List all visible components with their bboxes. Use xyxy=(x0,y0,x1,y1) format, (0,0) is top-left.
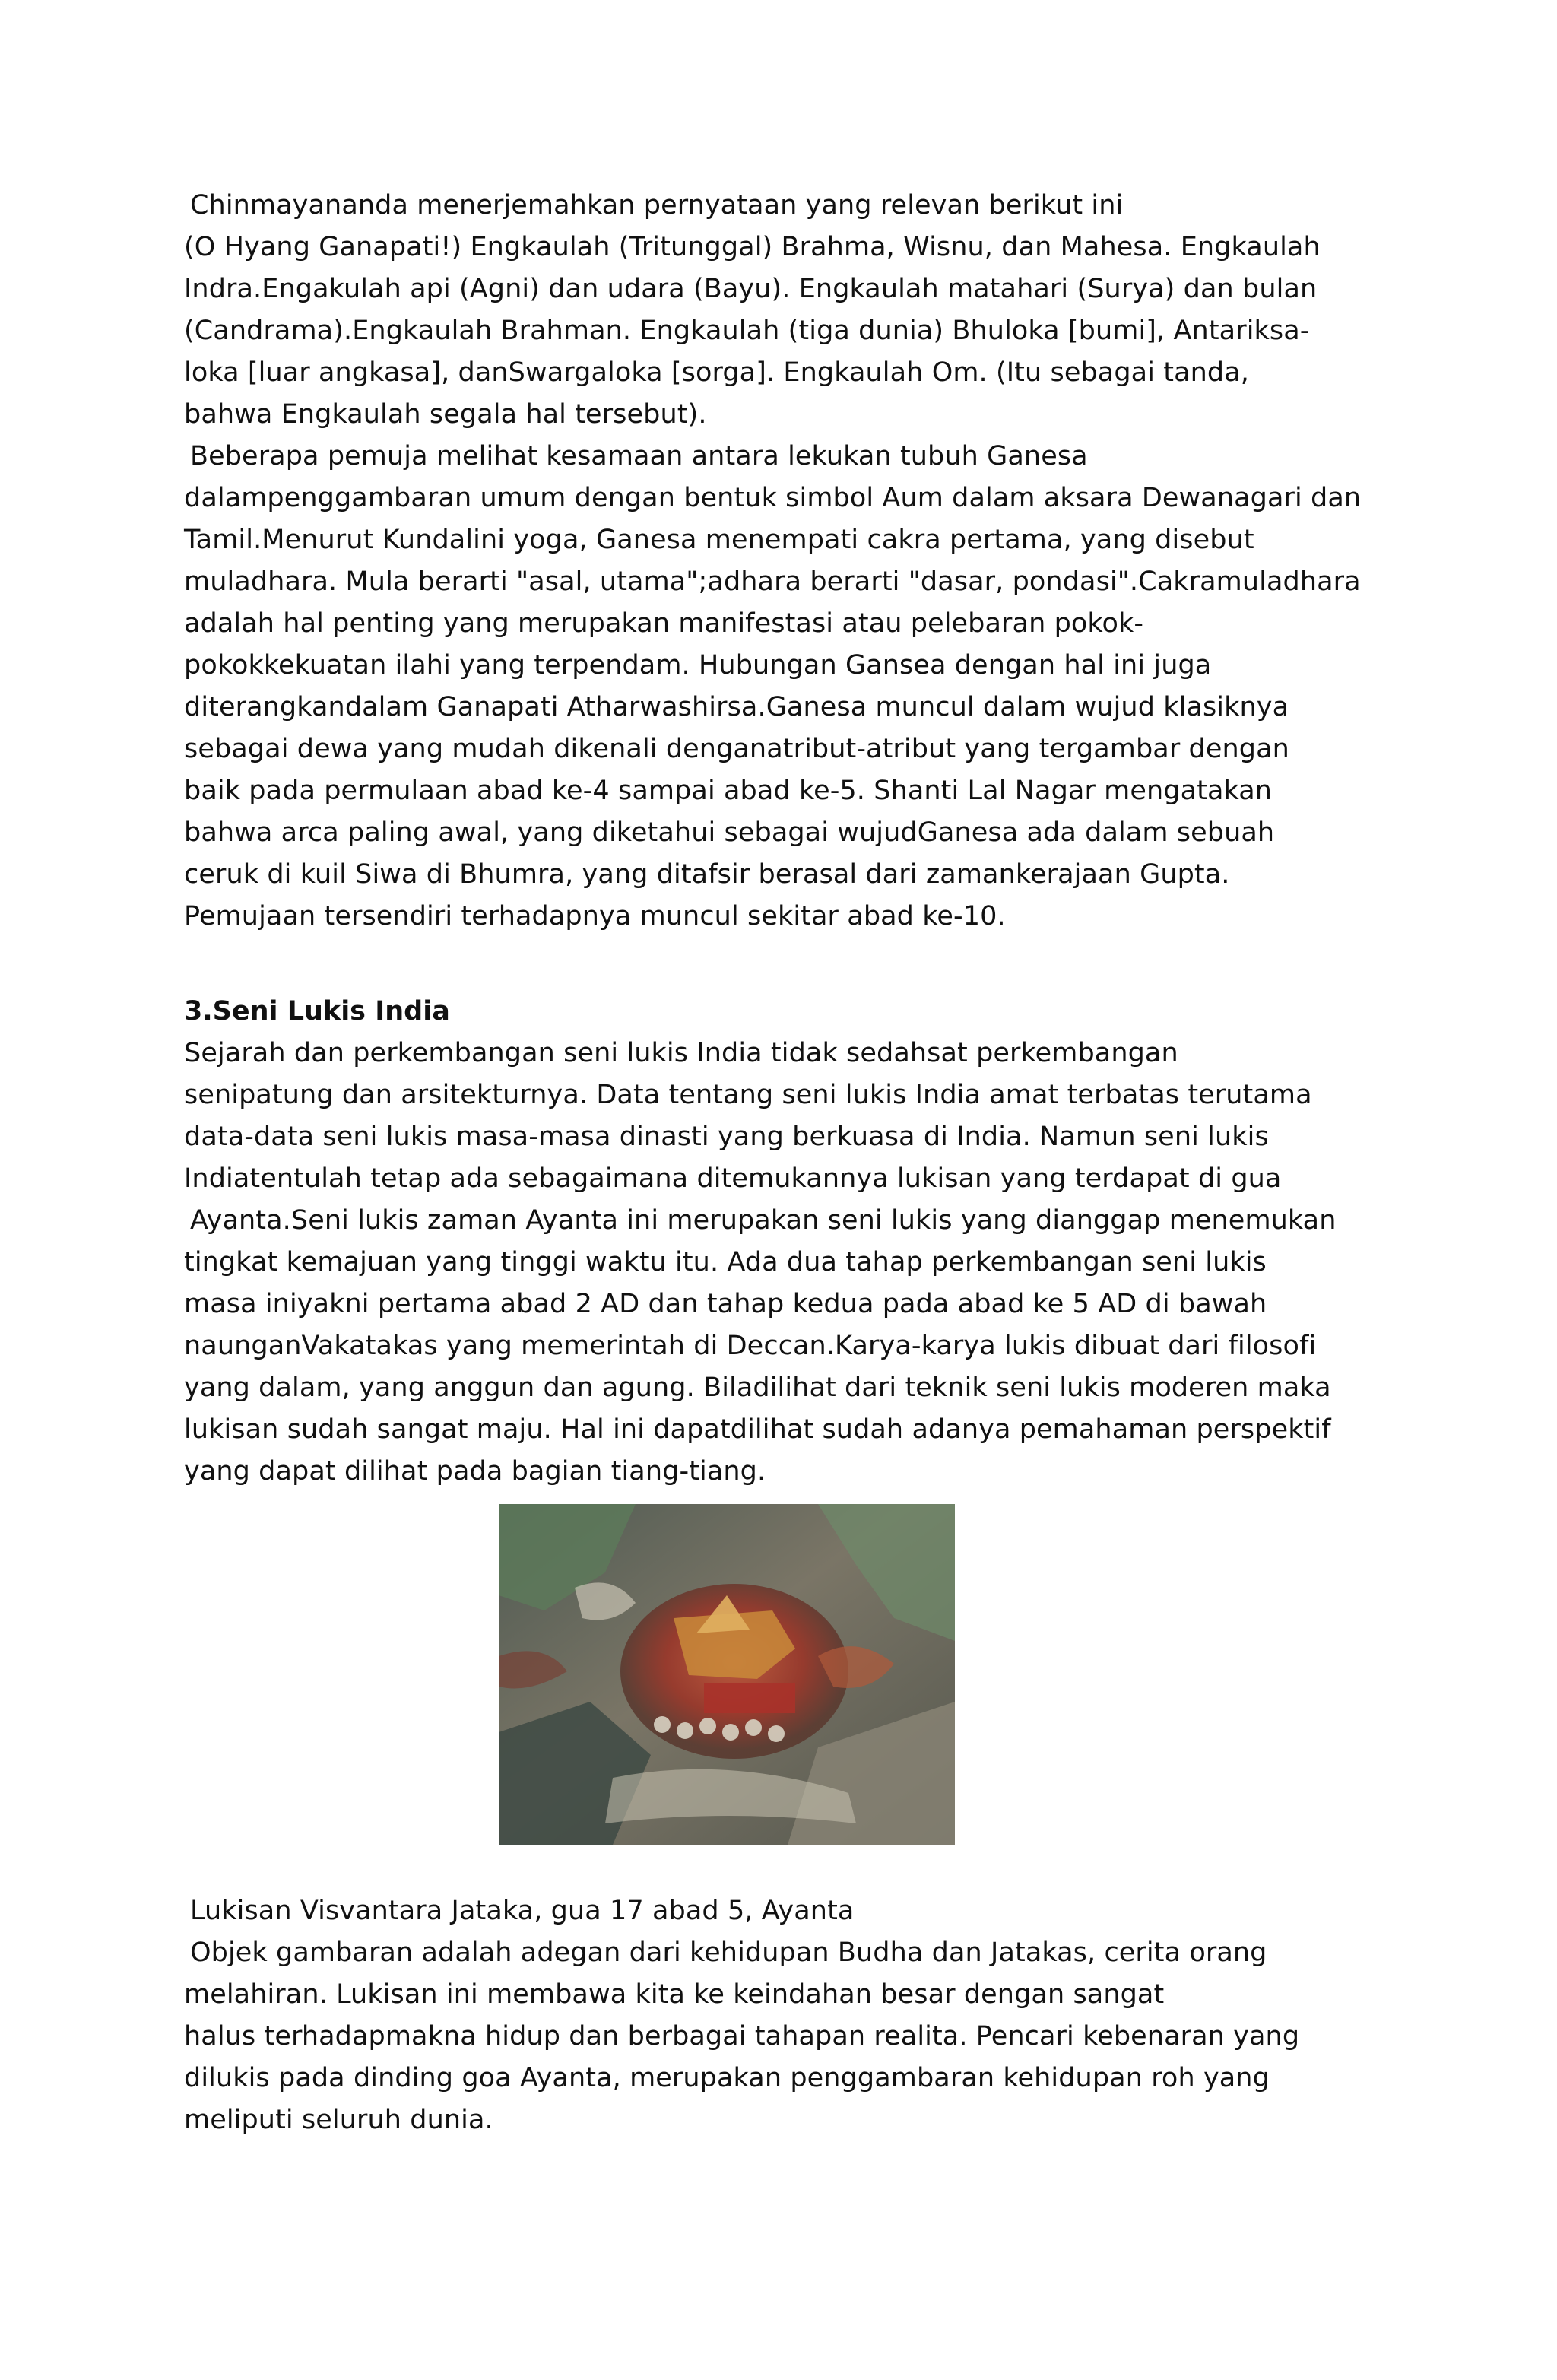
text-line: muladhara. Mula berarti "asal, utama";adhara berarti "dasar, pondasi".Cakramuladhara xyxy=(184,566,1361,597)
text-line: Indiatentulah tetap ada sebagaimana ditemukannya lukisan yang terdapat di gua xyxy=(184,1163,1282,1194)
text-line: lukisan sudah sangat maju. Hal ini dapatdilihat sudah adanya pemahaman perspektif xyxy=(184,1414,1331,1445)
section-heading: 3.Seni Lukis India xyxy=(184,996,450,1027)
section-ganesa-text xyxy=(184,185,1385,938)
text-line: yang dapat dilihat pada bagian tiang-tiang. xyxy=(184,1456,766,1487)
text-line: diterangkandalam Ganapati Atharwashirsa.Ganesa muncul dalam wujud klasiknya xyxy=(184,692,1289,722)
text-line: adalah hal penting yang merupakan manifestasi atau pelebaran pokok- xyxy=(184,608,1144,639)
text-line: Indra.Engakulah api (Agni) dan udara (Bayu). Engkaulah matahari (Surya) dan bulan xyxy=(184,274,1318,304)
text-line: Beberapa pemuja melihat kesamaan antara lekukan tubuh Ganesa xyxy=(190,441,1088,471)
text-line: dalampenggambaran umum dengan bentuk simbol Aum dalam aksara Dewanagari dan xyxy=(184,483,1362,513)
text-line: bahwa Engkaulah segala hal tersebut). xyxy=(184,399,707,430)
text-line: senipatung dan arsitekturnya. Data tentang seni lukis India amat terbatas terutama xyxy=(184,1080,1312,1110)
text-line: dilukis pada dinding goa Ayanta, merupakan penggambaran kehidupan roh yang xyxy=(184,2063,1270,2093)
text-line: Objek gambaran adalah adegan dari kehidupan Budha dan Jatakas, cerita orang xyxy=(190,1937,1267,1968)
text-line: data-data seni lukis masa-masa dinasti yang berkuasa di India. Namun seni lukis xyxy=(184,1122,1269,1152)
text-line: halus terhadapmakna hidup dan berbagai tahapan realita. Pencari kebenaran yang xyxy=(184,2021,1300,2052)
figure-caption: Lukisan Visvantara Jataka, gua 17 abad 5, Ayanta xyxy=(190,1896,855,1926)
section-caption-description xyxy=(184,1890,1385,2141)
text-line: masa iniyakni pertama abad 2 AD dan tahap kedua pada abad ke 5 AD di bawah xyxy=(184,1289,1267,1319)
text-line: melahiran. Lukisan ini membawa kita ke keindahan besar dengan sangat xyxy=(184,1979,1165,2010)
text-line: loka [luar angkasa], danSwargaloka [sorga]. Engkaulah Om. (Itu sebagai tanda, xyxy=(184,357,1249,388)
section-seni-lukis xyxy=(184,991,1385,1493)
text-line: tingkat kemajuan yang tinggi waktu itu. Ada dua tahap perkembangan seni lukis xyxy=(184,1247,1267,1277)
text-line: (Candrama).Engkaulah Brahman. Engkaulah (tiga dunia) Bhuloka [bumi], Antariksa- xyxy=(184,316,1310,346)
text-line: Tamil.Menurut Kundalini yoga, Ganesa menempati cakra pertama, yang disebut xyxy=(184,525,1254,555)
text-line: sebagai dewa yang mudah dikenali denganatribut-atribut yang tergambar dengan xyxy=(184,734,1289,764)
text-line: pokokkekuatan ilahi yang terpendam. Hubungan Gansea dengan hal ini juga xyxy=(184,650,1212,681)
text-line: bahwa arca paling awal, yang diketahui sebagai wujudGanesa ada dalam sebuah xyxy=(184,817,1275,848)
text-line: (O Hyang Ganapati!) Engkaulah (Tritunggal) Brahma, Wisnu, dan Mahesa. Engkaulah xyxy=(184,232,1321,262)
cave-painting-image xyxy=(499,1504,955,1845)
text-line: Chinmayananda menerjemahkan pernyataan yang relevan berikut ini xyxy=(190,190,1124,221)
text-line: Ayanta.Seni lukis zaman Ayanta ini merupakan seni lukis yang dianggap menemukan xyxy=(190,1205,1337,1236)
text-line: Sejarah dan perkembangan seni lukis India tidak sedahsat perkembangan xyxy=(184,1038,1178,1068)
text-line: yang dalam, yang anggun dan agung. Biladilihat dari teknik seni lukis moderen maka xyxy=(184,1372,1331,1403)
text-line: baik pada permulaan abad ke-4 sampai abad ke-5. Shanti Lal Nagar mengatakan xyxy=(184,776,1273,806)
text-line: Pemujaan tersendiri terhadapnya muncul sekitar abad ke-10. xyxy=(184,901,1006,931)
text-line: ceruk di kuil Siwa di Bhumra, yang ditafsir berasal dari zamankerajaan Gupta. xyxy=(184,859,1230,890)
text-line: naunganVakatakas yang memerintah di Deccan.Karya-karya lukis dibuat dari filosofi xyxy=(184,1331,1317,1361)
text-line: meliputi seluruh dunia. xyxy=(184,2105,493,2135)
